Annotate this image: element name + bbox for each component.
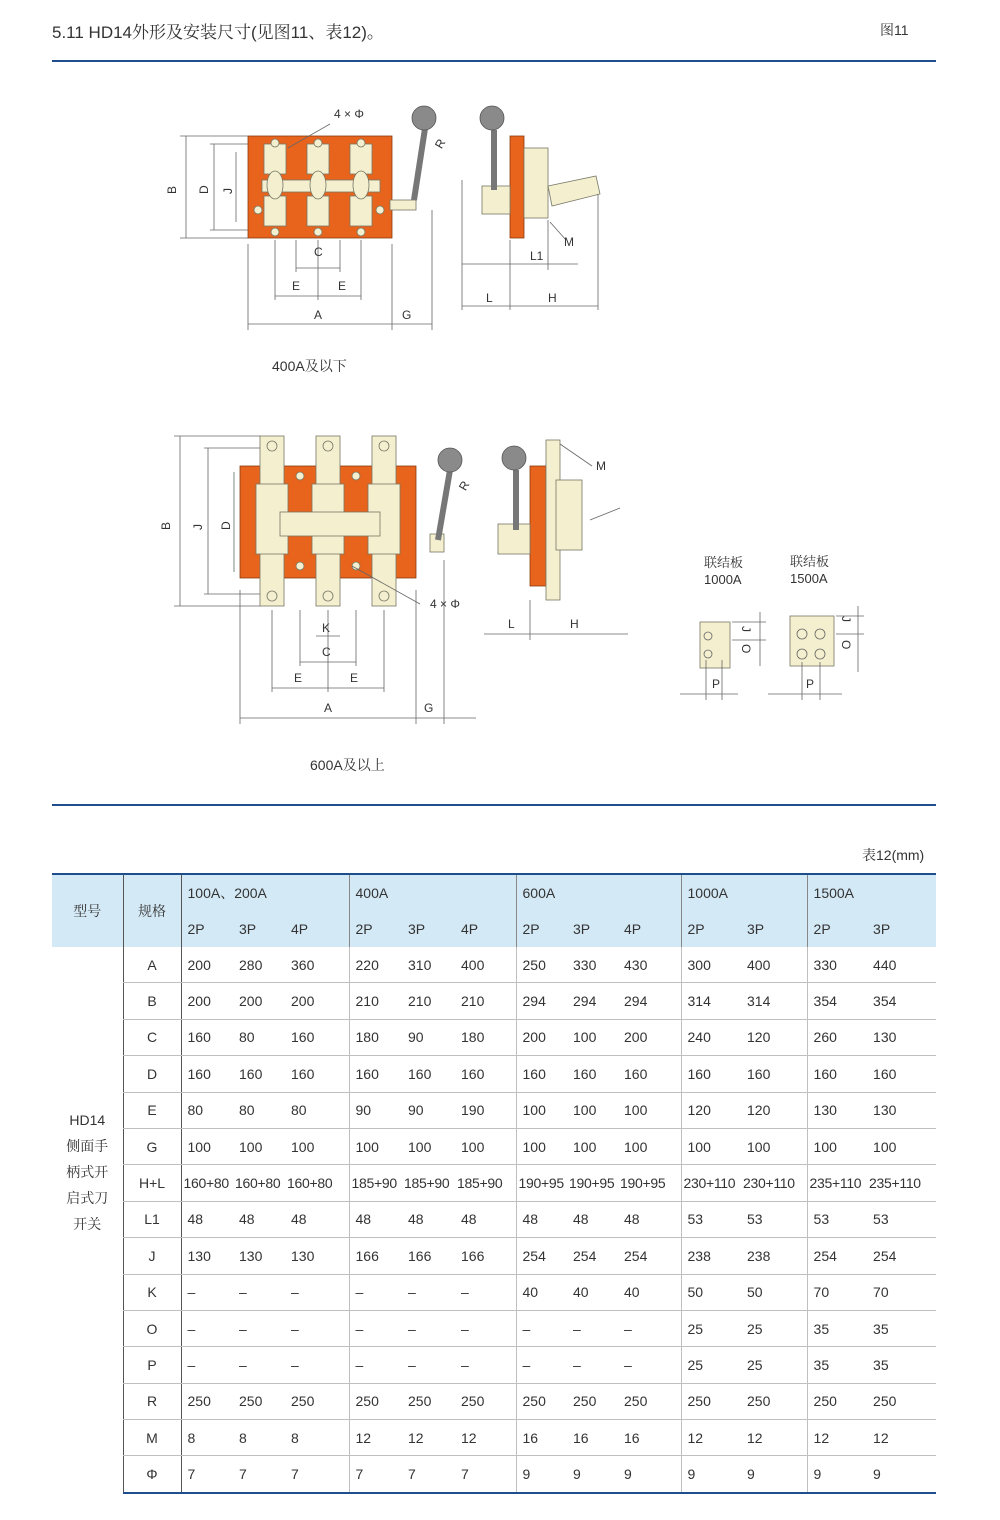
- col-model-header: 型号: [52, 875, 123, 947]
- plate-1000-title: 联结板: [704, 555, 744, 570]
- label-k-bottom: K: [322, 621, 331, 635]
- label-g-top: G: [402, 308, 412, 322]
- label-a-top: A: [314, 308, 323, 322]
- pole-header: 3P: [867, 911, 936, 947]
- value-cell: 160: [285, 1019, 349, 1055]
- value-cell: 250: [867, 1383, 936, 1419]
- value-cell: 180: [349, 1019, 402, 1055]
- param-cell: R: [123, 1383, 181, 1419]
- value-cell: 100: [567, 1128, 618, 1164]
- value-cell: 9: [567, 1456, 618, 1493]
- pole-header: 4P: [455, 911, 516, 947]
- group-header-100a: 100A、200A: [181, 875, 349, 911]
- pole-header: 2P: [181, 911, 233, 947]
- value-cell: 190+95: [516, 1165, 567, 1201]
- value-cell: 50: [681, 1274, 741, 1310]
- value-cell: 12: [402, 1420, 455, 1456]
- value-cell: –: [402, 1274, 455, 1310]
- value-cell: 50: [741, 1274, 807, 1310]
- value-cell: 9: [681, 1456, 741, 1493]
- model-name-line: HD14: [69, 1112, 106, 1128]
- param-cell: M: [123, 1420, 181, 1456]
- pole-header: 3P: [567, 911, 618, 947]
- plate-1000-rating: 1000A: [704, 572, 742, 587]
- value-cell: 48: [455, 1201, 516, 1237]
- label-b-top: B: [165, 185, 179, 194]
- value-cell: 53: [867, 1201, 936, 1237]
- value-cell: –: [402, 1310, 455, 1346]
- value-cell: 250: [516, 1383, 567, 1419]
- value-cell: 180: [455, 1019, 516, 1055]
- table-row: [52, 1347, 936, 1383]
- model-name-line: 开关: [73, 1216, 102, 1232]
- group-header-1000a: 1000A: [681, 875, 807, 911]
- value-cell: 100: [807, 1128, 867, 1164]
- table-row: [52, 983, 936, 1019]
- value-cell: –: [618, 1347, 681, 1383]
- value-cell: 25: [681, 1347, 741, 1383]
- value-cell: 160: [402, 1056, 455, 1092]
- value-cell: 40: [567, 1274, 618, 1310]
- label-h-bottom: H: [570, 617, 579, 631]
- value-cell: –: [349, 1347, 402, 1383]
- value-cell: 48: [567, 1201, 618, 1237]
- param-cell: D: [123, 1056, 181, 1092]
- value-cell: 238: [741, 1238, 807, 1274]
- plate-1500-rating: 1500A: [790, 571, 828, 586]
- label-phi-top: 4 × Φ: [334, 107, 364, 121]
- table-row: [52, 1456, 936, 1493]
- value-cell: 310: [402, 947, 455, 983]
- value-cell: 250: [402, 1383, 455, 1419]
- table-row: [52, 1165, 936, 1201]
- value-cell: 160: [233, 1056, 285, 1092]
- table-row: [52, 1238, 936, 1274]
- value-cell: 100: [402, 1128, 455, 1164]
- value-cell: 100: [567, 1019, 618, 1055]
- value-cell: 90: [349, 1092, 402, 1128]
- value-cell: 48: [349, 1201, 402, 1237]
- value-cell: 254: [567, 1238, 618, 1274]
- pole-header: 3P: [233, 911, 285, 947]
- dimension-table: [52, 875, 936, 1494]
- value-cell: –: [567, 1310, 618, 1346]
- value-cell: 100: [516, 1128, 567, 1164]
- value-cell: 7: [349, 1456, 402, 1493]
- value-cell: 160: [618, 1056, 681, 1092]
- value-cell: 160: [741, 1056, 807, 1092]
- value-cell: 100: [618, 1092, 681, 1128]
- value-cell: 400: [455, 947, 516, 983]
- value-cell: 400: [741, 947, 807, 983]
- value-cell: 90: [402, 1019, 455, 1055]
- value-cell: 8: [285, 1420, 349, 1456]
- pole-header: 2P: [807, 911, 867, 947]
- table-row: [52, 1274, 936, 1310]
- label-m-top: M: [564, 235, 574, 249]
- value-cell: 280: [233, 947, 285, 983]
- param-cell: A: [123, 947, 181, 983]
- value-cell: 80: [233, 1092, 285, 1128]
- value-cell: –: [455, 1347, 516, 1383]
- value-cell: 130: [867, 1019, 936, 1055]
- value-cell: 100: [516, 1092, 567, 1128]
- value-cell: 260: [807, 1019, 867, 1055]
- caption-400a: 400A及以下: [272, 358, 347, 374]
- value-cell: 160: [285, 1056, 349, 1092]
- value-cell: 330: [567, 947, 618, 983]
- value-cell: 160: [681, 1056, 741, 1092]
- col-param-header: 规格: [123, 875, 181, 947]
- value-cell: 130: [233, 1238, 285, 1274]
- value-cell: –: [285, 1310, 349, 1346]
- value-cell: 185+90: [402, 1165, 455, 1201]
- value-cell: 70: [867, 1274, 936, 1310]
- label-a-bottom: A: [324, 701, 333, 715]
- value-cell: 294: [618, 983, 681, 1019]
- value-cell: 185+90: [349, 1165, 402, 1201]
- value-cell: –: [516, 1310, 567, 1346]
- value-cell: 166: [349, 1238, 402, 1274]
- value-cell: 238: [681, 1238, 741, 1274]
- value-cell: 100: [181, 1128, 233, 1164]
- value-cell: 130: [807, 1092, 867, 1128]
- value-cell: 314: [681, 983, 741, 1019]
- value-cell: 254: [807, 1238, 867, 1274]
- value-cell: 166: [455, 1238, 516, 1274]
- label-e1-bottom: E: [294, 671, 303, 685]
- value-cell: 190: [455, 1092, 516, 1128]
- value-cell: 200: [233, 983, 285, 1019]
- plate-1500-title: 联结板: [790, 554, 830, 569]
- value-cell: 250: [741, 1383, 807, 1419]
- value-cell: 70: [807, 1274, 867, 1310]
- value-cell: 100: [567, 1092, 618, 1128]
- param-cell: B: [123, 983, 181, 1019]
- value-cell: 9: [867, 1456, 936, 1493]
- model-name-line: 启式刀: [66, 1190, 109, 1206]
- value-cell: 200: [285, 983, 349, 1019]
- value-cell: 25: [741, 1310, 807, 1346]
- label-j-bottom: J: [191, 524, 205, 530]
- value-cell: 53: [807, 1201, 867, 1237]
- value-cell: 160: [867, 1056, 936, 1092]
- value-cell: 100: [741, 1128, 807, 1164]
- value-cell: 40: [516, 1274, 567, 1310]
- value-cell: 160: [567, 1056, 618, 1092]
- label-c-bottom: C: [322, 645, 331, 659]
- pole-header: 3P: [402, 911, 455, 947]
- model-name-cell: [52, 947, 123, 1493]
- value-cell: 210: [455, 983, 516, 1019]
- value-cell: 35: [867, 1310, 936, 1346]
- value-cell: 250: [516, 947, 567, 983]
- value-cell: 230+110: [681, 1165, 741, 1201]
- label-b-bottom: B: [159, 521, 173, 530]
- param-cell: K: [123, 1274, 181, 1310]
- value-cell: 12: [681, 1420, 741, 1456]
- value-cell: 35: [807, 1347, 867, 1383]
- value-cell: 250: [807, 1383, 867, 1419]
- value-cell: 35: [867, 1347, 936, 1383]
- value-cell: –: [285, 1274, 349, 1310]
- value-cell: 160: [455, 1056, 516, 1092]
- param-cell: H+L: [123, 1165, 181, 1201]
- value-cell: 354: [867, 983, 936, 1019]
- value-cell: 9: [618, 1456, 681, 1493]
- value-cell: 12: [807, 1420, 867, 1456]
- value-cell: 16: [516, 1420, 567, 1456]
- value-cell: 254: [516, 1238, 567, 1274]
- value-cell: 7: [402, 1456, 455, 1493]
- value-cell: –: [233, 1310, 285, 1346]
- value-cell: 200: [618, 1019, 681, 1055]
- value-cell: –: [567, 1347, 618, 1383]
- value-cell: 100: [681, 1128, 741, 1164]
- table-row: [52, 947, 936, 983]
- value-cell: 53: [741, 1201, 807, 1237]
- value-cell: –: [181, 1310, 233, 1346]
- group-header-400a: 400A: [349, 875, 516, 911]
- param-cell: O: [123, 1310, 181, 1346]
- value-cell: 354: [807, 983, 867, 1019]
- pole-header: 4P: [618, 911, 681, 947]
- value-cell: 185+90: [455, 1165, 516, 1201]
- value-cell: 25: [741, 1347, 807, 1383]
- value-cell: –: [181, 1274, 233, 1310]
- param-cell: J: [123, 1238, 181, 1274]
- value-cell: 254: [618, 1238, 681, 1274]
- pole-header: 2P: [681, 911, 741, 947]
- value-cell: 166: [402, 1238, 455, 1274]
- value-cell: 12: [349, 1420, 402, 1456]
- value-cell: 230+110: [741, 1165, 807, 1201]
- value-cell: 294: [516, 983, 567, 1019]
- value-cell: 160: [349, 1056, 402, 1092]
- label-l1-top: L1: [530, 249, 544, 263]
- model-name-line: 侧面手: [66, 1138, 109, 1154]
- label-p-1500: P: [806, 677, 815, 691]
- value-cell: 9: [741, 1456, 807, 1493]
- label-g-bottom: G: [424, 701, 434, 715]
- param-cell: E: [123, 1092, 181, 1128]
- value-cell: –: [181, 1347, 233, 1383]
- value-cell: 35: [807, 1310, 867, 1346]
- value-cell: 16: [567, 1420, 618, 1456]
- value-cell: –: [233, 1347, 285, 1383]
- pole-header: 4P: [285, 911, 349, 947]
- value-cell: 80: [285, 1092, 349, 1128]
- label-l-top: L: [486, 291, 493, 305]
- value-cell: –: [455, 1274, 516, 1310]
- value-cell: 160: [181, 1019, 233, 1055]
- value-cell: 120: [681, 1092, 741, 1128]
- value-cell: 250: [681, 1383, 741, 1419]
- value-cell: 190+95: [567, 1165, 618, 1201]
- page-title: 5.11 HD14外形及安装尺寸(见图11、表12)。: [52, 23, 384, 42]
- table-row: [52, 1128, 936, 1164]
- value-cell: 53: [681, 1201, 741, 1237]
- value-cell: 48: [285, 1201, 349, 1237]
- value-cell: 250: [181, 1383, 233, 1419]
- value-cell: 160: [516, 1056, 567, 1092]
- table-row: [52, 1420, 936, 1456]
- table-caption: 表12(mm): [862, 847, 925, 863]
- value-cell: 8: [181, 1420, 233, 1456]
- value-cell: 210: [349, 983, 402, 1019]
- label-l-bottom: L: [508, 617, 515, 631]
- value-cell: 90: [402, 1092, 455, 1128]
- label-e1-top: E: [292, 279, 301, 293]
- label-d-top: D: [197, 185, 211, 194]
- value-cell: 250: [233, 1383, 285, 1419]
- value-cell: 48: [233, 1201, 285, 1237]
- value-cell: 294: [567, 983, 618, 1019]
- label-d-bottom: D: [219, 521, 233, 530]
- value-cell: –: [233, 1274, 285, 1310]
- value-cell: 160: [181, 1056, 233, 1092]
- value-cell: 100: [233, 1128, 285, 1164]
- value-cell: 120: [741, 1019, 807, 1055]
- value-cell: 160: [807, 1056, 867, 1092]
- value-cell: 100: [455, 1128, 516, 1164]
- table-row: [52, 1383, 936, 1419]
- value-cell: –: [349, 1310, 402, 1346]
- value-cell: 25: [681, 1310, 741, 1346]
- table-row: [52, 1201, 936, 1237]
- value-cell: 235+110: [867, 1165, 936, 1201]
- value-cell: 9: [516, 1456, 567, 1493]
- value-cell: 7: [233, 1456, 285, 1493]
- param-cell: C: [123, 1019, 181, 1055]
- value-cell: 100: [285, 1128, 349, 1164]
- label-j-1000: J: [739, 626, 753, 632]
- value-cell: 200: [181, 983, 233, 1019]
- value-cell: 120: [741, 1092, 807, 1128]
- label-r-bottom: R: [455, 478, 473, 493]
- value-cell: 240: [681, 1019, 741, 1055]
- label-j-1500: J: [839, 616, 853, 622]
- value-cell: 254: [867, 1238, 936, 1274]
- label-phi-bottom: 4 × Φ: [430, 597, 460, 611]
- label-e2-bottom: E: [350, 671, 359, 685]
- table-row: [52, 1092, 936, 1128]
- value-cell: 235+110: [807, 1165, 867, 1201]
- value-cell: 440: [867, 947, 936, 983]
- value-cell: 8: [233, 1420, 285, 1456]
- param-cell: Φ: [123, 1456, 181, 1493]
- value-cell: 130: [285, 1238, 349, 1274]
- value-cell: –: [455, 1310, 516, 1346]
- label-m-bottom: M: [596, 459, 606, 473]
- label-p-1000: P: [712, 677, 721, 691]
- value-cell: 48: [516, 1201, 567, 1237]
- value-cell: 250: [285, 1383, 349, 1419]
- value-cell: 100: [618, 1128, 681, 1164]
- value-cell: 130: [181, 1238, 233, 1274]
- value-cell: 100: [349, 1128, 402, 1164]
- value-cell: –: [349, 1274, 402, 1310]
- table-row: [52, 1019, 936, 1055]
- value-cell: 430: [618, 947, 681, 983]
- value-cell: 16: [618, 1420, 681, 1456]
- value-cell: 160+80: [285, 1165, 349, 1201]
- value-cell: 12: [741, 1420, 807, 1456]
- value-cell: 330: [807, 947, 867, 983]
- value-cell: 220: [349, 947, 402, 983]
- label-c-top: C: [314, 245, 323, 259]
- label-o-1000: O: [739, 644, 753, 654]
- value-cell: 160+80: [181, 1165, 233, 1201]
- value-cell: 100: [867, 1128, 936, 1164]
- value-cell: 48: [181, 1201, 233, 1237]
- label-o-1500: O: [839, 640, 853, 650]
- caption-600a: 600A及以上: [310, 757, 385, 773]
- value-cell: –: [285, 1347, 349, 1383]
- value-cell: 210: [402, 983, 455, 1019]
- value-cell: –: [618, 1310, 681, 1346]
- table-row: [52, 1310, 936, 1346]
- value-cell: 48: [402, 1201, 455, 1237]
- label-j-top: J: [221, 188, 235, 194]
- value-cell: 7: [285, 1456, 349, 1493]
- value-cell: 48: [618, 1201, 681, 1237]
- label-r-top: R: [431, 136, 449, 151]
- value-cell: 7: [455, 1456, 516, 1493]
- value-cell: –: [516, 1347, 567, 1383]
- value-cell: 12: [867, 1420, 936, 1456]
- group-header-600a: 600A: [516, 875, 681, 911]
- param-cell: G: [123, 1128, 181, 1164]
- value-cell: 300: [681, 947, 741, 983]
- value-cell: –: [402, 1347, 455, 1383]
- value-cell: 40: [618, 1274, 681, 1310]
- value-cell: 314: [741, 983, 807, 1019]
- pole-header: 2P: [349, 911, 402, 947]
- group-header-1500a: 1500A: [807, 875, 936, 911]
- value-cell: 160+80: [233, 1165, 285, 1201]
- value-cell: 200: [516, 1019, 567, 1055]
- value-cell: 9: [807, 1456, 867, 1493]
- value-cell: 200: [181, 947, 233, 983]
- mid-rule: [52, 804, 936, 806]
- value-cell: 12: [455, 1420, 516, 1456]
- pole-header: 3P: [741, 911, 807, 947]
- value-cell: 130: [867, 1092, 936, 1128]
- figure-number: 图11: [880, 22, 909, 38]
- value-cell: 80: [233, 1019, 285, 1055]
- label-e2-top: E: [338, 279, 347, 293]
- model-name-line: 柄式开: [66, 1164, 109, 1180]
- label-h-top: H: [548, 291, 557, 305]
- param-cell: L1: [123, 1201, 181, 1237]
- value-cell: 80: [181, 1092, 233, 1128]
- value-cell: 7: [181, 1456, 233, 1493]
- value-cell: 190+95: [618, 1165, 681, 1201]
- value-cell: 250: [618, 1383, 681, 1419]
- value-cell: 250: [567, 1383, 618, 1419]
- pole-header: 2P: [516, 911, 567, 947]
- value-cell: 250: [349, 1383, 402, 1419]
- value-cell: 360: [285, 947, 349, 983]
- value-cell: 250: [455, 1383, 516, 1419]
- param-cell: P: [123, 1347, 181, 1383]
- table-row: [52, 1056, 936, 1092]
